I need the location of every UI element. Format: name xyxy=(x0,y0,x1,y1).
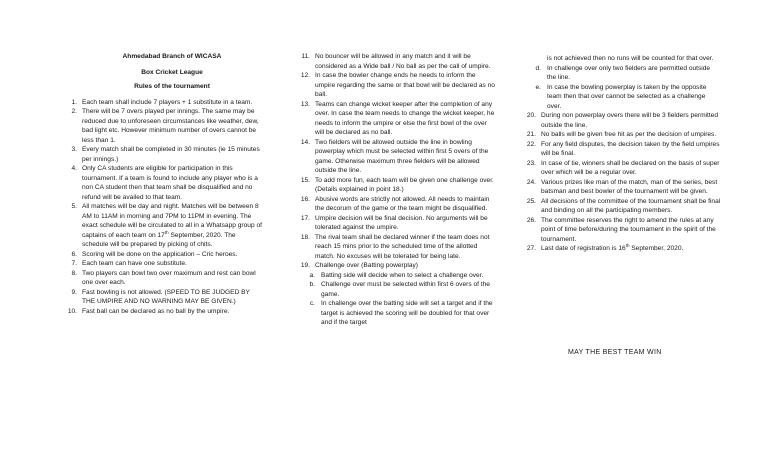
rule-10 xyxy=(62,307,262,317)
rule-number: 22. xyxy=(526,140,536,148)
rule-20 xyxy=(521,111,721,130)
rule-2 xyxy=(62,107,262,145)
rule-number: 11. xyxy=(301,53,310,60)
rule-text: In case the bowler change ends he needs to inform the umpire regarding the same or that bowl will be declared as no ball. xyxy=(315,72,495,98)
rule-text: The committee reserves the right to amend the rules at any point of time before/during the tournament in the spirit of the tournament. xyxy=(541,216,716,243)
rule-27 xyxy=(521,244,721,254)
rule-text: For any field disputes, the decision taken by the field umpires will be final. xyxy=(541,140,720,157)
rule-text: Challenge over (Batting powerplay) xyxy=(315,262,418,269)
rule-text: Scoring will be done on the application – Cric heroes. xyxy=(82,250,238,258)
rule-number: 27. xyxy=(526,245,536,252)
sub-text: Batting side will decide when to select a challenge over. xyxy=(321,271,484,279)
rule-text: The rival team shall be declared winner if the team does not reach 15 mins prior to the scheduled time of the allotted match. No excuses will be tolerated for being late. xyxy=(315,233,490,260)
rule-number: 2. xyxy=(71,108,77,115)
sub-letter xyxy=(521,54,547,64)
rule-19-item-d xyxy=(521,64,721,83)
rule-number: 18. xyxy=(300,233,310,241)
rule-17 xyxy=(295,214,495,233)
rule-19-item-b xyxy=(295,280,495,299)
rule-19-item-e xyxy=(521,83,721,112)
rule-text: During non powerplay overs there will be 3 fielders permitted outside the line. xyxy=(541,112,719,129)
rule-19-sublist-part-1 xyxy=(295,271,495,328)
rule-15 xyxy=(295,176,495,195)
rule-14 xyxy=(295,138,495,176)
rule-number: 10. xyxy=(67,307,77,315)
rule-19-item-c-continued xyxy=(521,54,721,64)
rule-number: 4. xyxy=(71,165,77,172)
sub-text: is not achieved then no runs will be counted for that over. xyxy=(547,55,714,62)
rules-list-part-1 xyxy=(62,98,262,317)
rule-number: 20. xyxy=(526,112,536,119)
rule-number: 23. xyxy=(526,159,536,167)
rule-number: 6. xyxy=(71,250,77,258)
rule-3 xyxy=(62,145,262,164)
rule-number: 26. xyxy=(526,216,536,224)
rule-number: 21. xyxy=(526,131,536,138)
rule-text: To add more fun, each team will be given one challenge over. (Details explained in point 18.) xyxy=(315,176,494,193)
rule-12 xyxy=(295,71,495,100)
sub-letter: c. xyxy=(309,300,315,307)
rule-24 xyxy=(521,178,721,197)
rule-number: 13. xyxy=(300,100,310,108)
sub-letter: e. xyxy=(535,83,541,91)
rule-number: 12. xyxy=(300,72,310,79)
rule-text: Only CA students are eligible for participation in this tournament. If a team is found to include any player who is a non CA student then that team shall be disqualified and no refund will be availed to that team. xyxy=(82,165,258,201)
rule-text: Fast ball can be declared as no ball by the umpire. xyxy=(82,307,230,315)
rule-text: No bouncer will be allowed in any match and it will be considered as a Wide ball / No ball as per the call of umpire. xyxy=(315,53,491,70)
rule-text: Two fielders will be allowed outside the line in bowling powerplay which must be selected within first 5 overs of the game. Otherwise maximum three fielders will be allowed outside the line. xyxy=(315,138,489,174)
rule-19-sublist-part-2 xyxy=(521,54,721,111)
rule-text: Every match shall be completed in 30 minutes (ie 15 minutes per innings.) xyxy=(82,146,260,163)
rule-number: 24. xyxy=(526,178,536,186)
rule-19-item-a xyxy=(295,271,495,281)
rule-5 xyxy=(62,202,262,250)
rules-list-part-2 xyxy=(295,52,495,271)
rule-16 xyxy=(295,195,495,214)
rule-number: 5. xyxy=(71,203,77,210)
sub-text: Challenge over must be selected within first 6 overs of the game. xyxy=(321,281,490,298)
sub-letter: b. xyxy=(309,281,315,288)
rule-number: 3. xyxy=(71,146,77,153)
rule-6 xyxy=(62,250,262,260)
rule-text: Various prizes like man of the match, man of the series, best batsman and best bowler of the tournament will be given. xyxy=(541,178,718,195)
sub-text: In challenge over only two fielders are permitted outside the line. xyxy=(547,64,711,81)
rule-text: Umpire decision will be final decision. No arguments will be tolerated against the umpire. xyxy=(315,214,488,231)
sub-text: In challenge over the batting side will set a target and if the target is achieved the scoring will be doubled for that over and if the target xyxy=(321,300,493,326)
rule-number: 8. xyxy=(71,269,77,277)
rule-text: Two players can bowl two over maximum and rest can bowl one over each. xyxy=(82,269,256,286)
rule-11 xyxy=(295,52,495,71)
rule-number: 25. xyxy=(526,197,536,205)
rule-18 xyxy=(295,233,495,262)
rule-9 xyxy=(62,288,262,307)
rule-7 xyxy=(62,259,262,269)
rules-list-part-3 xyxy=(521,111,721,254)
rule-25 xyxy=(521,197,721,216)
rule-text: Teams can change wicket keeper after the completion of any over. In case the team needs to change the wicket keeper, he needs to inform the umpire or else the first bowl of the over will be declared as no ball. xyxy=(315,100,495,136)
rule-4 xyxy=(62,164,262,202)
rule-number: 1. xyxy=(71,98,77,106)
rule-text: Each team shall include 7 players + 1 substitute in a team. xyxy=(82,98,253,106)
sub-text: In case the bowling powerplay is taken by the opposite team then that over cannot be selected as a challenge over. xyxy=(547,83,707,110)
closing-message: MAY THE BEST TEAM WIN xyxy=(568,349,662,356)
rule-number: 17. xyxy=(300,214,310,222)
section-heading: Rules of the tournament xyxy=(134,83,210,90)
org-heading: Ahmedabad Branch of WICASA xyxy=(122,53,222,60)
column-2 xyxy=(295,52,495,328)
rule-13 xyxy=(295,100,495,138)
rule-26 xyxy=(521,216,721,245)
column-3 xyxy=(521,54,721,254)
rule-number: 14. xyxy=(300,138,310,146)
rule-text: All decisions of the committee of the tournament shall be final and binding on all the participating members. xyxy=(541,197,721,214)
rule-21 xyxy=(521,130,721,140)
rule-number: 16. xyxy=(300,195,310,203)
rule-text: No balls will be given free hit as per the decision of umpires. xyxy=(541,131,717,138)
rule-number: 7. xyxy=(71,260,77,267)
event-heading: Box Cricket League xyxy=(141,68,203,76)
sub-letter: a. xyxy=(309,271,315,279)
rule-text: Fast bowling is not allowed. (SPEED TO BE JUDGED BY THE UMPIRE AND NO WARNING MAY BE GIVEN.) xyxy=(82,288,250,305)
rule-8 xyxy=(62,269,262,288)
rule-text: There will be 7 overs played per innings. The same may be reduced due to unforeseen circumstances like weather, dew, bad light etc. However minimum number of overs cannot be less than 1. xyxy=(82,108,259,144)
column-1 xyxy=(62,52,262,316)
rule-text: Each team can have one substitute. xyxy=(82,260,187,267)
rule-text: Abusive words are strictly not allowed. All needs to maintain the decorum of the game or the team might be disqualified. xyxy=(315,195,490,212)
rule-text: All matches will be day and night. Matches will be between 8 AM to 11AM in morning and 7PM to 11PM in evening. The exact schedule will be circulated to all in a Whatsapp group of captains of each team on 17th September, 2020. The schedule will be prepared by picking of chits. xyxy=(82,203,262,248)
rule-text: Last date of registration is 16th September, 2020. xyxy=(541,242,684,252)
rule-23 xyxy=(521,159,721,178)
rule-1 xyxy=(62,98,262,108)
rule-text: In case of tie, winners shall be declared on the basis of super over which will be a regular over. xyxy=(541,159,720,176)
rule-number: 19. xyxy=(300,262,310,269)
sub-letter: d. xyxy=(535,64,541,72)
rule-19-item-c xyxy=(295,299,495,328)
rule-number: 15. xyxy=(300,176,310,184)
rule-22 xyxy=(521,140,721,159)
rule-number: 9. xyxy=(71,288,77,296)
rule-19 xyxy=(295,261,495,271)
